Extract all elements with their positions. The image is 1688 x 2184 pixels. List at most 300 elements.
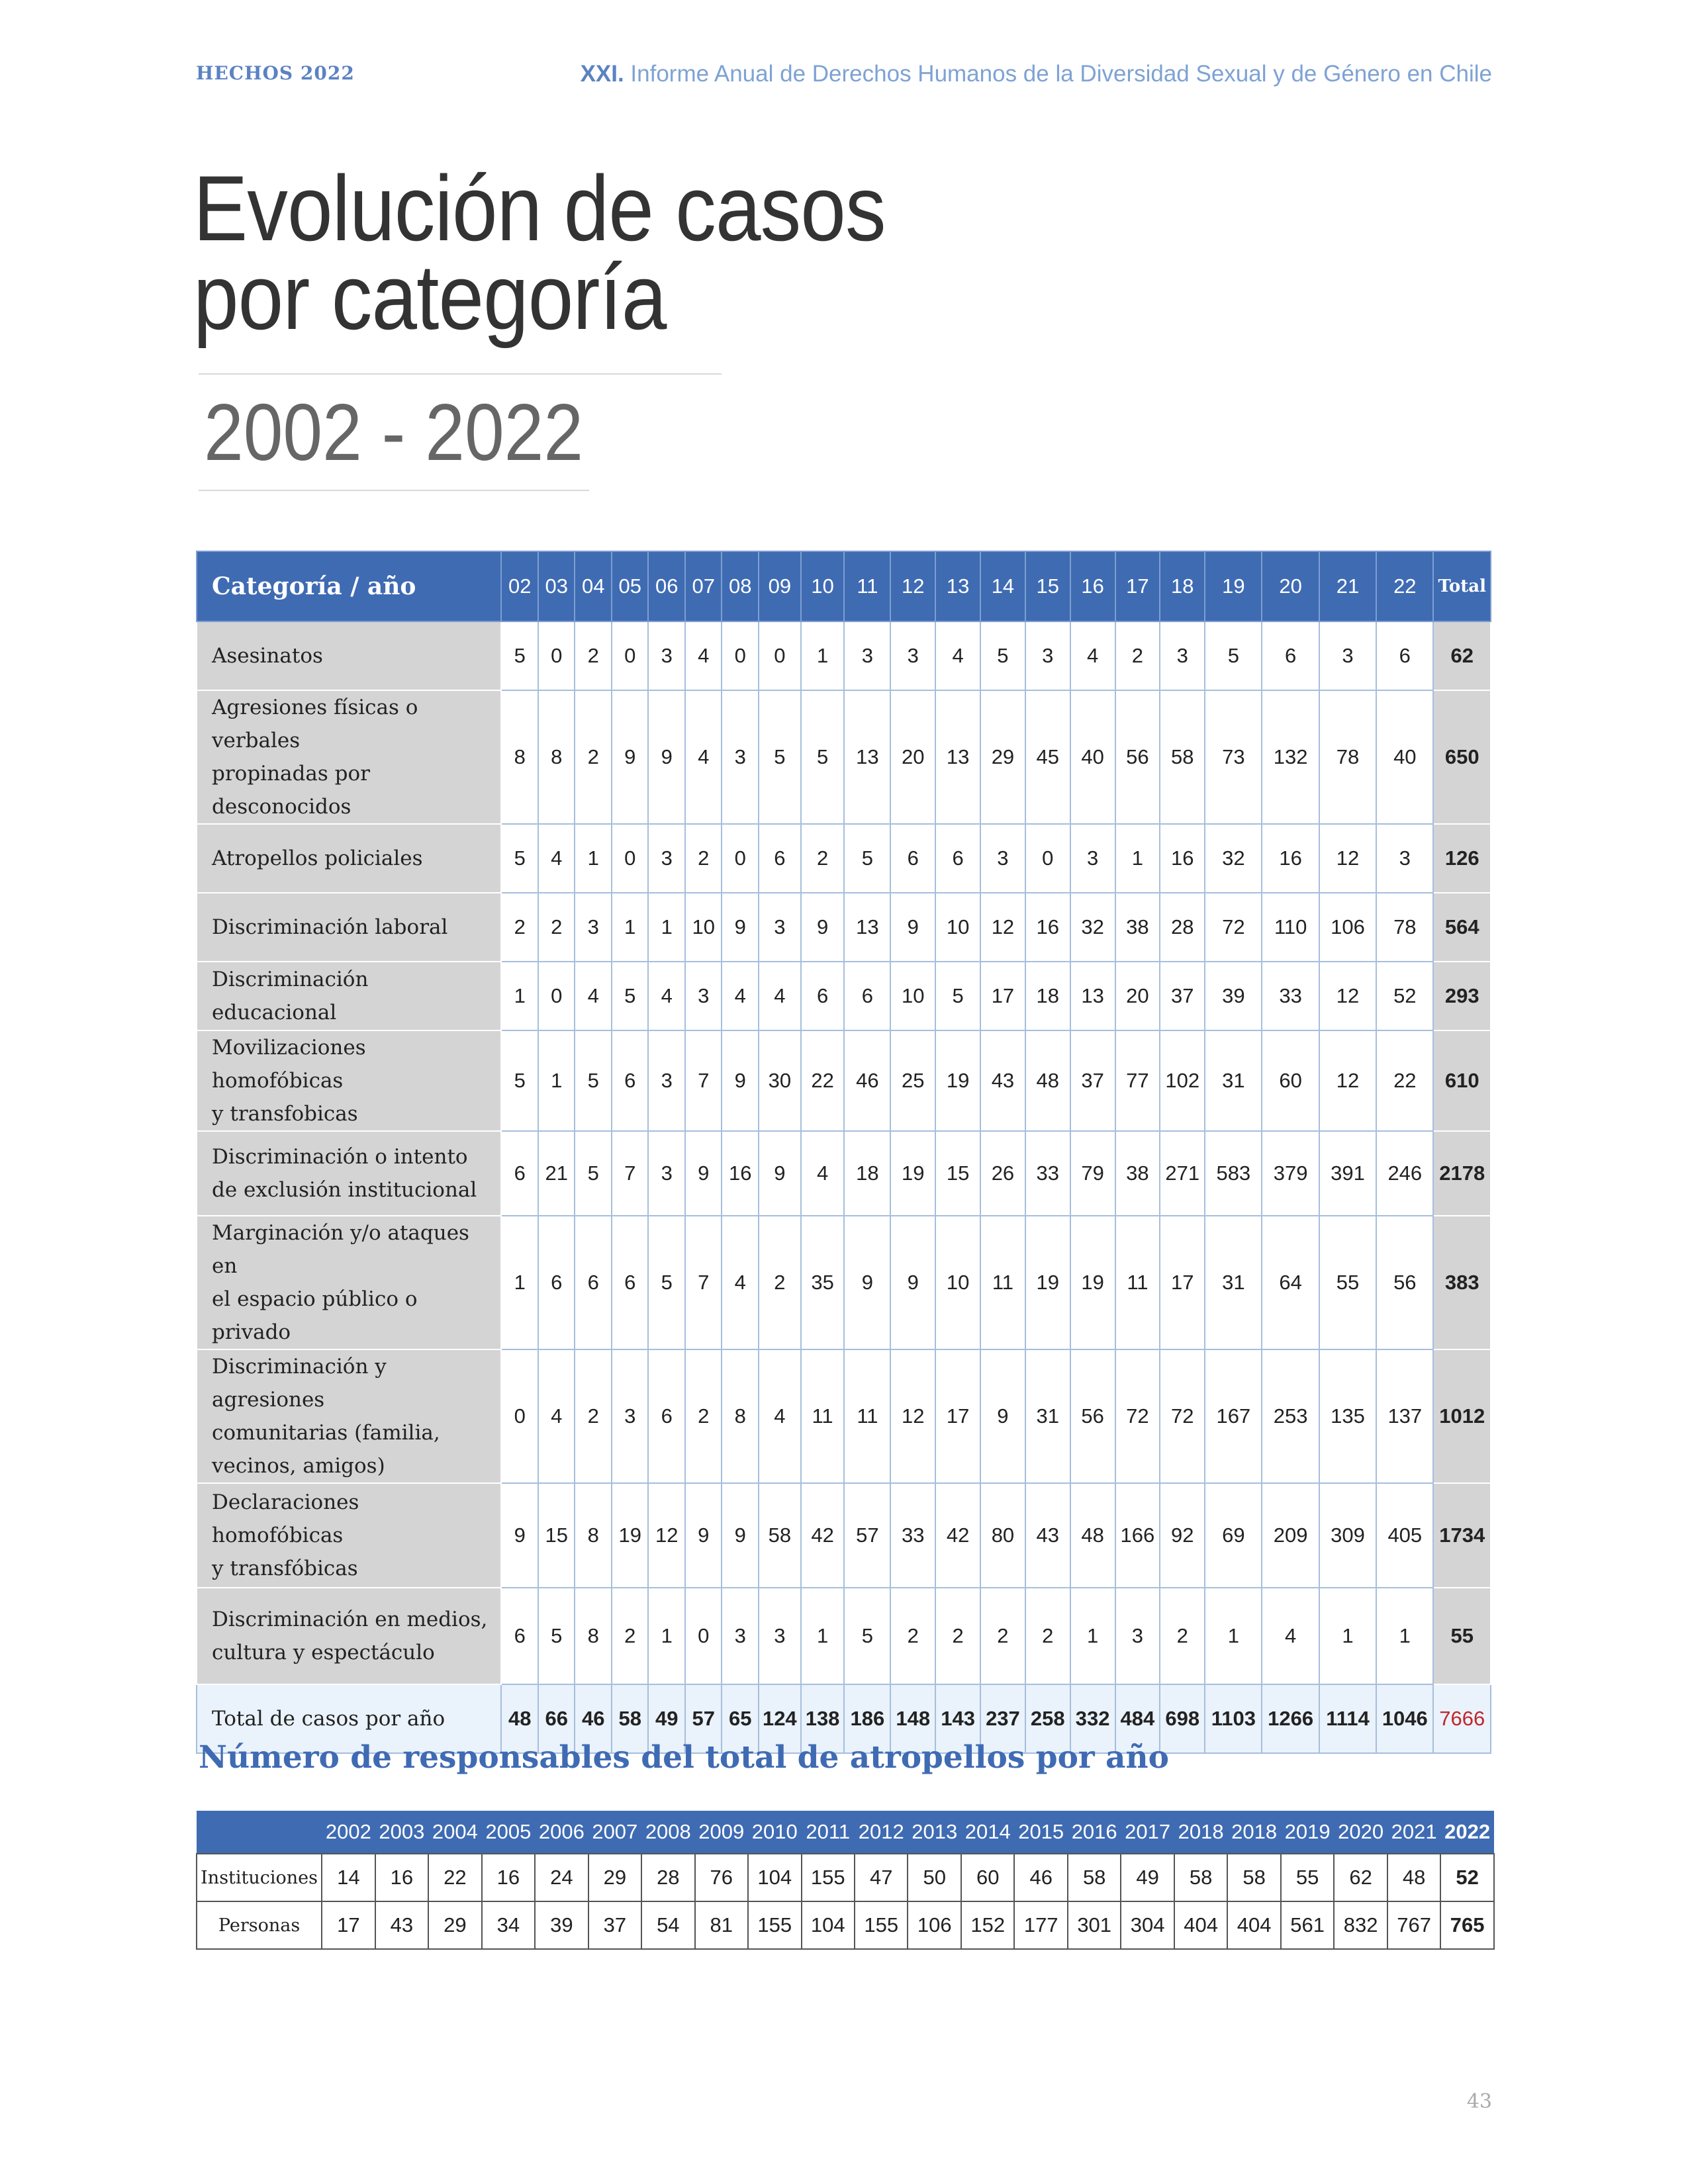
yearly-total: 58 — [612, 1684, 649, 1753]
cell-value: 20 — [890, 690, 935, 824]
cell-value: 2 — [685, 824, 722, 893]
row-total: 383 — [1433, 1216, 1491, 1349]
header-year: 15 — [1025, 551, 1070, 621]
cell-value: 3 — [844, 621, 890, 690]
category-label-line: cultura y espectáculo — [212, 1641, 435, 1664]
cell-value: 5 — [935, 962, 980, 1030]
cell-value: 19 — [1070, 1216, 1115, 1349]
responsables-title: Número de responsables del total de atropellos por año — [199, 1739, 1170, 1776]
cell-value: 5 — [501, 1030, 538, 1131]
responsables-year: 2008 — [641, 1811, 694, 1854]
cell-value: 17 — [980, 962, 1025, 1030]
header-year: 22 — [1376, 551, 1433, 621]
cell-value: 33 — [890, 1483, 935, 1588]
yearly-total: 258 — [1025, 1684, 1070, 1753]
cell-value: 1 — [501, 1216, 538, 1349]
responsables-value: 832 — [1334, 1901, 1387, 1949]
category-label — [197, 1216, 501, 1349]
cell-value: 13 — [844, 893, 890, 962]
yearly-total: 124 — [759, 1684, 801, 1753]
responsables-year: 2019 — [1281, 1811, 1334, 1854]
cell-value: 5 — [1205, 621, 1262, 690]
category-label-line: y transfobicas — [212, 1102, 358, 1126]
cell-value: 37 — [1160, 962, 1205, 1030]
cell-value: 31 — [1205, 1216, 1262, 1349]
cell-value: 2 — [801, 824, 845, 893]
cell-value: 209 — [1262, 1483, 1319, 1588]
cell-value: 11 — [844, 1349, 890, 1483]
cell-value: 3 — [648, 824, 685, 893]
responsables-year: 2018 — [1227, 1811, 1280, 1854]
category-label-line: Discriminación educacional — [212, 968, 369, 1024]
responsables-year: 2006 — [535, 1811, 588, 1854]
cell-value: 3 — [1319, 621, 1376, 690]
cell-value: 3 — [1160, 621, 1205, 690]
responsables-year: 2017 — [1121, 1811, 1174, 1854]
yearly-total: 1266 — [1262, 1684, 1319, 1753]
cell-value: 6 — [612, 1216, 649, 1349]
cell-value: 73 — [1205, 690, 1262, 824]
cell-value: 3 — [722, 690, 759, 824]
responsables-value: 29 — [588, 1854, 641, 1901]
responsables-value: 46 — [1014, 1854, 1067, 1901]
yearly-total: 237 — [980, 1684, 1025, 1753]
responsables-value: 155 — [802, 1854, 855, 1901]
responsables-value: 767 — [1387, 1901, 1440, 1949]
category-label — [197, 1588, 501, 1684]
cell-value: 7 — [612, 1131, 649, 1216]
cell-value: 106 — [1319, 893, 1376, 962]
category-label-line: Movilizaciones homofóbicas — [212, 1036, 366, 1093]
header-year: 05 — [612, 551, 649, 621]
category-label-line: comunitarias (familia, — [212, 1421, 440, 1445]
header-year: 06 — [648, 551, 685, 621]
cell-value: 60 — [1262, 1030, 1319, 1131]
cell-value: 2 — [685, 1349, 722, 1483]
header-year: 10 — [801, 551, 845, 621]
cell-value: 0 — [612, 621, 649, 690]
cell-value: 3 — [575, 893, 612, 962]
yearly-total: 138 — [801, 1684, 845, 1753]
cell-value: 18 — [844, 1131, 890, 1216]
category-label-line: Asesinatos — [212, 644, 323, 668]
responsables-value: 43 — [375, 1901, 428, 1949]
responsables-year: 2015 — [1014, 1811, 1067, 1854]
cell-value: 29 — [980, 690, 1025, 824]
category-label-line: Discriminación laboral — [212, 915, 448, 939]
table-header-row — [197, 551, 1491, 621]
cell-value: 132 — [1262, 690, 1319, 824]
header-year: 18 — [1160, 551, 1205, 621]
cell-value: 7 — [685, 1216, 722, 1349]
cell-value: 10 — [935, 1216, 980, 1349]
table-row — [197, 824, 1491, 893]
row-total: 55 — [1433, 1588, 1491, 1684]
responsables-year: 2012 — [855, 1811, 908, 1854]
cell-value: 4 — [538, 824, 575, 893]
responsables-value: 48 — [1387, 1854, 1440, 1901]
header-category-label: Categoría / año — [197, 551, 501, 621]
responsables-year: 2013 — [908, 1811, 961, 1854]
cell-value: 69 — [1205, 1483, 1262, 1588]
responsables-header-row — [197, 1811, 1494, 1854]
cell-value: 2 — [935, 1588, 980, 1684]
header-year: 04 — [575, 551, 612, 621]
cell-value: 28 — [1160, 893, 1205, 962]
responsables-value: 39 — [535, 1901, 588, 1949]
cell-value: 72 — [1205, 893, 1262, 962]
cell-value: 5 — [980, 621, 1025, 690]
cell-value: 7 — [685, 1030, 722, 1131]
cell-value: 15 — [935, 1131, 980, 1216]
cell-value: 2 — [575, 1349, 612, 1483]
cell-value: 56 — [1070, 1349, 1115, 1483]
category-label — [197, 1483, 501, 1588]
cell-value: 79 — [1070, 1131, 1115, 1216]
cell-value: 4 — [538, 1349, 575, 1483]
row-total: 1012 — [1433, 1349, 1491, 1483]
cell-value: 5 — [844, 1588, 890, 1684]
cell-value: 9 — [980, 1349, 1025, 1483]
yearly-total: 66 — [538, 1684, 575, 1753]
row-total: 293 — [1433, 962, 1491, 1030]
category-label — [197, 893, 501, 962]
cell-value: 6 — [759, 824, 801, 893]
category-label — [197, 962, 501, 1030]
cell-value: 6 — [935, 824, 980, 893]
cell-value: 9 — [722, 893, 759, 962]
header-report-title — [581, 61, 1492, 87]
responsables-value: 58 — [1068, 1854, 1121, 1901]
cell-value: 16 — [722, 1131, 759, 1216]
cell-value: 9 — [685, 1483, 722, 1588]
category-label-line: Agresiones físicas o verbales — [212, 696, 418, 752]
responsables-year: 2010 — [748, 1811, 801, 1854]
cell-value: 12 — [1319, 962, 1376, 1030]
cell-value: 0 — [538, 962, 575, 1030]
responsables-value: 155 — [855, 1901, 908, 1949]
cell-value: 42 — [935, 1483, 980, 1588]
cell-value: 58 — [759, 1483, 801, 1588]
cell-value: 33 — [1262, 962, 1319, 1030]
cell-value: 2 — [575, 690, 612, 824]
row-total: 564 — [1433, 893, 1491, 962]
cell-value: 45 — [1025, 690, 1070, 824]
cell-value: 32 — [1070, 893, 1115, 962]
page-title — [193, 156, 886, 349]
cell-value: 6 — [501, 1588, 538, 1684]
category-label — [197, 1131, 501, 1216]
cell-value: 1 — [1115, 824, 1160, 893]
cell-value: 9 — [722, 1483, 759, 1588]
responsables-year: 2002 — [322, 1811, 375, 1854]
cell-value: 6 — [648, 1349, 685, 1483]
cell-value: 5 — [801, 690, 845, 824]
responsables-value: 304 — [1121, 1901, 1174, 1949]
category-label-line: Discriminación o intento — [212, 1145, 468, 1169]
cell-value: 64 — [1262, 1216, 1319, 1349]
cell-value: 72 — [1160, 1349, 1205, 1483]
cell-value: 3 — [980, 824, 1025, 893]
cell-value: 1 — [501, 962, 538, 1030]
cell-value: 16 — [1160, 824, 1205, 893]
cell-value: 1 — [1205, 1588, 1262, 1684]
cell-value: 3 — [1115, 1588, 1160, 1684]
cell-value: 48 — [1070, 1483, 1115, 1588]
responsables-value: 14 — [322, 1854, 375, 1901]
cell-value: 77 — [1115, 1030, 1160, 1131]
cell-value: 4 — [575, 962, 612, 1030]
responsables-value: 52 — [1440, 1854, 1494, 1901]
cell-value: 22 — [1376, 1030, 1433, 1131]
responsables-value: 104 — [802, 1901, 855, 1949]
cell-value: 19 — [1025, 1216, 1070, 1349]
table-row — [197, 962, 1491, 1030]
cell-value: 2 — [1025, 1588, 1070, 1684]
cell-value: 9 — [685, 1131, 722, 1216]
cell-value: 5 — [575, 1131, 612, 1216]
cell-value: 246 — [1376, 1131, 1433, 1216]
cell-value: 0 — [759, 621, 801, 690]
cell-value: 10 — [890, 962, 935, 1030]
cell-value: 405 — [1376, 1483, 1433, 1588]
cell-value: 309 — [1319, 1483, 1376, 1588]
header-year: 14 — [980, 551, 1025, 621]
cell-value: 4 — [801, 1131, 845, 1216]
cell-value: 8 — [575, 1483, 612, 1588]
category-label — [197, 621, 501, 690]
cell-value: 110 — [1262, 893, 1319, 962]
cell-value: 6 — [801, 962, 845, 1030]
row-total: 62 — [1433, 621, 1491, 690]
header-year: 07 — [685, 551, 722, 621]
cell-value: 8 — [501, 690, 538, 824]
cell-value: 0 — [501, 1349, 538, 1483]
cell-value: 2 — [575, 621, 612, 690]
table-row — [197, 893, 1491, 962]
header-report-text: Informe Anual de Derechos Humanos de la Diversidad Sexual y de Género en Chile — [624, 61, 1492, 87]
category-label — [197, 824, 501, 893]
cell-value: 35 — [801, 1216, 845, 1349]
header-year: 09 — [759, 551, 801, 621]
cell-value: 17 — [935, 1349, 980, 1483]
responsables-value: 22 — [428, 1854, 481, 1901]
responsables-value: 404 — [1227, 1901, 1280, 1949]
cell-value: 4 — [759, 1349, 801, 1483]
cell-value: 80 — [980, 1483, 1025, 1588]
cell-value: 10 — [935, 893, 980, 962]
yearly-total: 143 — [935, 1684, 980, 1753]
yearly-total: 1046 — [1376, 1684, 1433, 1753]
responsables-value: 301 — [1068, 1901, 1121, 1949]
yearly-total: 148 — [890, 1684, 935, 1753]
responsables-value: 49 — [1121, 1854, 1174, 1901]
header-year: 16 — [1070, 551, 1115, 621]
responsables-year: 2020 — [1334, 1811, 1387, 1854]
totals-row-label: Total de casos por año — [197, 1684, 501, 1753]
title-divider-bottom — [199, 490, 589, 491]
cell-value: 16 — [1025, 893, 1070, 962]
cell-value: 3 — [1025, 621, 1070, 690]
category-label-line: Marginación y/o ataques en — [212, 1221, 469, 1278]
responsables-row-label: Instituciones — [197, 1854, 322, 1901]
cell-value: 39 — [1205, 962, 1262, 1030]
header-year: 21 — [1319, 551, 1376, 621]
cell-value: 9 — [722, 1030, 759, 1131]
header-year: 02 — [501, 551, 538, 621]
category-label-line: Discriminación y agresiones — [212, 1355, 387, 1412]
responsables-year: 2018 — [1174, 1811, 1227, 1854]
responsables-year: 2004 — [428, 1811, 481, 1854]
category-label — [197, 1030, 501, 1131]
table-row — [197, 621, 1491, 690]
header-year: 12 — [890, 551, 935, 621]
cell-value: 19 — [935, 1030, 980, 1131]
cell-value: 30 — [759, 1030, 801, 1131]
cell-value: 92 — [1160, 1483, 1205, 1588]
responsables-year: 2007 — [588, 1811, 641, 1854]
cell-value: 26 — [980, 1131, 1025, 1216]
cell-value: 2 — [538, 893, 575, 962]
responsables-year: 2014 — [961, 1811, 1014, 1854]
yearly-total: 65 — [722, 1684, 759, 1753]
cell-value: 72 — [1115, 1349, 1160, 1483]
responsables-value: 62 — [1334, 1854, 1387, 1901]
cell-value: 12 — [1319, 1030, 1376, 1131]
responsables-value: 177 — [1014, 1901, 1067, 1949]
cell-value: 3 — [612, 1349, 649, 1483]
header-year: 08 — [722, 551, 759, 621]
responsables-value: 106 — [908, 1901, 961, 1949]
category-label — [197, 690, 501, 824]
cell-value: 3 — [685, 962, 722, 1030]
cell-value: 2 — [1115, 621, 1160, 690]
cell-value: 1 — [538, 1030, 575, 1131]
table-row — [197, 1588, 1491, 1684]
cell-value: 52 — [1376, 962, 1433, 1030]
cell-value: 9 — [501, 1483, 538, 1588]
cell-value: 5 — [648, 1216, 685, 1349]
table-row — [197, 1483, 1491, 1588]
cell-value: 6 — [538, 1216, 575, 1349]
cell-value: 12 — [648, 1483, 685, 1588]
header-year: 17 — [1115, 551, 1160, 621]
cell-value: 9 — [612, 690, 649, 824]
responsables-value: 54 — [641, 1901, 694, 1949]
cell-value: 10 — [685, 893, 722, 962]
cell-value: 2 — [1160, 1588, 1205, 1684]
cell-value: 46 — [844, 1030, 890, 1131]
yearly-total: 186 — [844, 1684, 890, 1753]
responsables-value: 58 — [1174, 1854, 1227, 1901]
cell-value: 271 — [1160, 1131, 1205, 1216]
cell-value: 78 — [1319, 690, 1376, 824]
table-row — [197, 1216, 1491, 1349]
cell-value: 19 — [890, 1131, 935, 1216]
page-title-line1: Evolución de casos — [193, 156, 886, 260]
table-row — [197, 690, 1491, 824]
cell-value: 11 — [980, 1216, 1025, 1349]
cell-value: 1 — [1070, 1588, 1115, 1684]
responsables-value: 104 — [748, 1854, 801, 1901]
cell-value: 38 — [1115, 893, 1160, 962]
category-label-line: Discriminación en medios, — [212, 1608, 488, 1631]
cell-value: 0 — [722, 824, 759, 893]
responsables-value: 55 — [1281, 1854, 1334, 1901]
responsables-value: 28 — [641, 1854, 694, 1901]
table-row — [197, 1131, 1491, 1216]
cell-value: 3 — [759, 1588, 801, 1684]
cell-value: 137 — [1376, 1349, 1433, 1483]
yearly-total: 1114 — [1319, 1684, 1376, 1753]
header-total-label: Total — [1433, 551, 1491, 621]
cell-value: 19 — [612, 1483, 649, 1588]
cell-value: 6 — [1376, 621, 1433, 690]
cell-value: 8 — [575, 1588, 612, 1684]
row-total: 610 — [1433, 1030, 1491, 1131]
responsables-value: 29 — [428, 1901, 481, 1949]
responsables-row-label: Personas — [197, 1901, 322, 1949]
cell-value: 16 — [1262, 824, 1319, 893]
header-year: 03 — [538, 551, 575, 621]
cell-value: 12 — [980, 893, 1025, 962]
cell-value: 102 — [1160, 1030, 1205, 1131]
responsables-year: 2022 — [1440, 1811, 1494, 1854]
cell-value: 4 — [759, 962, 801, 1030]
responsables-year: 2021 — [1387, 1811, 1440, 1854]
cell-value: 6 — [844, 962, 890, 1030]
cell-value: 56 — [1115, 690, 1160, 824]
cell-value: 31 — [1205, 1030, 1262, 1131]
cell-value: 0 — [722, 621, 759, 690]
cell-value: 4 — [685, 690, 722, 824]
responsables-value: 404 — [1174, 1901, 1227, 1949]
cell-value: 1 — [1376, 1588, 1433, 1684]
cell-value: 56 — [1376, 1216, 1433, 1349]
responsables-value: 561 — [1281, 1901, 1334, 1949]
cell-value: 78 — [1376, 893, 1433, 962]
cell-value: 8 — [538, 690, 575, 824]
title-divider-top — [199, 373, 722, 375]
row-total: 1734 — [1433, 1483, 1491, 1588]
category-label-line: el espacio público o privado — [212, 1287, 418, 1344]
cell-value: 11 — [801, 1349, 845, 1483]
cell-value: 17 — [1160, 1216, 1205, 1349]
cell-value: 5 — [501, 621, 538, 690]
responsables-year: 2005 — [482, 1811, 535, 1854]
cell-value: 391 — [1319, 1131, 1376, 1216]
cell-value: 1 — [648, 893, 685, 962]
cell-value: 38 — [1115, 1131, 1160, 1216]
cell-value: 5 — [844, 824, 890, 893]
table-row — [197, 1349, 1491, 1483]
responsables-value: 60 — [961, 1854, 1014, 1901]
category-label-line: y transfóbicas — [212, 1557, 358, 1580]
page-year-range: 2002 - 2022 — [204, 387, 584, 477]
cell-value: 12 — [1319, 824, 1376, 893]
page-number: 43 — [1466, 2090, 1492, 2113]
cell-value: 15 — [538, 1483, 575, 1588]
cell-value: 22 — [801, 1030, 845, 1131]
category-label-line: propinadas por desconocidos — [212, 762, 370, 819]
cell-value: 0 — [612, 824, 649, 893]
header-year: 20 — [1262, 551, 1319, 621]
cell-value: 9 — [648, 690, 685, 824]
cell-value: 6 — [612, 1030, 649, 1131]
cell-value: 8 — [722, 1349, 759, 1483]
cell-value: 31 — [1025, 1349, 1070, 1483]
page-title-line2: por categoría — [193, 245, 667, 349]
